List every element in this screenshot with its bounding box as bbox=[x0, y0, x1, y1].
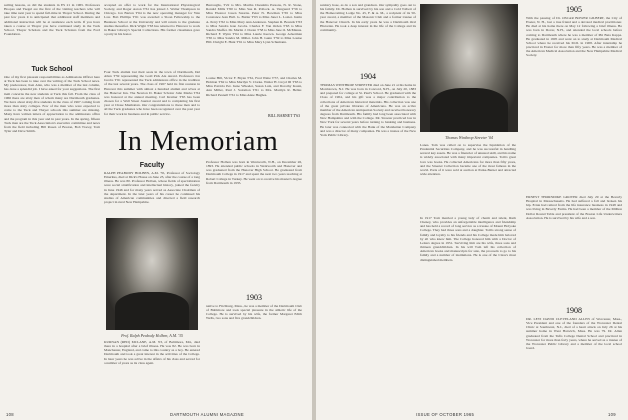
portrait-photo bbox=[420, 4, 518, 132]
section-heading-tuck: Tuck School bbox=[31, 66, 73, 73]
year-heading-1908: 1908 bbox=[566, 306, 582, 315]
right-page bbox=[316, 0, 628, 420]
year-heading-1905: 1905 bbox=[566, 5, 582, 14]
right-column-3 bbox=[526, 3, 622, 406]
article-text: sanitary hose, as do a son and grandson. Our sympathy goes out to his family. Dr. Holben is survived by his son and a Cold Tolbert of the Homecoming Lodge No. 45, F. & A. M., a recipient of its 50-year award, a member of the Masonic Club and a former trustee of the Hanover Church. In his early years he was a Dartmouth Oral Historian. He took a deep interest in the life of the College and its community. bbox=[320, 3, 416, 32]
article-text: Burroughs, T'22 to Mrs. Martha Chessima Parsons, N. R. Stone, Ronald Mills T'60 to Miss Sue R. Pollock. A. Vanguard T'56 to Miss Eleanor Gwen Stearns. Peter N. Bowman T'65 to Miss Constance Jean Hall. G. Butler T'63 to Miss Janet L. Lozier. Justin A. Perry T'62 to Miss Mary Ann Anderson. Stephen R. Bounds T'63 to Miss Sandra Jean Jacobs. Charles F. Van Orden T'63 to Miss Sandra Shaffer. Dr. Martin J. Doran T'58 to Miss Jane O. McManus. Richard F. Wynn T'64 to Miss Laurie Keown. George Ackerman T'65 to Miss Sandra M. Miller. John H. Gunn T'59 to Miss Louise Hill. Dwight E. Hunt T'61 to Miss Mary Lynn Schumann. bbox=[206, 3, 302, 45]
article-text: RALPH PEABODY HOLBEN, A.M. '35, Professor of Sociology Emeritus, died at Dick's House on June 23, after the course of a long illness. He was 80. Professor Holben, whose fields of specialization were social stratification and intellectual history, joined the faculty in June 1946 and for many years served as Associate Chairman of the department. In the later years of his career he continued his studies of American communities and directed a field research project in rural New Hampshire. bbox=[104, 171, 200, 205]
left-column-2 bbox=[104, 3, 200, 131]
article-text: Professor Holben was born in Wentworth, N.H., on December 26, 1893. He attended public schools in Wentworth and Hanover and was graduated from the Hanover High School. He graduated from Dartmouth College in 1917 and spent the next two years teaching at Robert College in Turkey. He went on to receive his master's degree from Dartmouth in 1935. bbox=[206, 160, 302, 185]
page-title: In Memoriam bbox=[118, 126, 279, 157]
issue-date-footer: ISSUE OF OCTOBER 1965 bbox=[416, 412, 475, 417]
left-page bbox=[0, 0, 312, 420]
article-text: THOMAS WINTHROP STREETER died on June 21 at his home in Morristown, N.J. He was born in Concord, N.H., on July 20, 1883 and prepared for college at St. Paul's School. He graduated with the Class of 1904, and his gift was a major contribution to the collections of American historical materials. His collection was one of the great private libraries of Americana. He was an active member of the American Antiquarian Society and received honorary degrees from Dartmouth. His family had long been associated with New Hampshire and with the College. Mr. Streeter practiced law in New York for several years before turning to banking and business. He later was connected with the Bank of the Manhattan Company and was a director of many companies. He was a trustee of the New York Public Library. bbox=[320, 83, 416, 137]
photo-figure bbox=[115, 292, 189, 330]
photo-caption: Prof. Ralph Peabody Holben, A.M. '35 bbox=[121, 333, 183, 338]
article-text: Louise Hill, Victor F. Bryan T'61, Fred Waite T'57, and Charles M. Holman T'62 to Miss Marilyn V. Clarke. Walter H. Lloyd III T'63 to Miss Patricia Pet. Irene Wheeler, Susan Lutz, and Dorothy Kautz, Ann Miller, Paul J. Solomon T'61 to Mrs. Marilyn R. Heller. Richard Pesnell T'61 to Miss Anne Hughes. bbox=[206, 76, 302, 97]
left-column-3 bbox=[206, 3, 302, 126]
year-heading-1904: 1904 bbox=[360, 72, 376, 81]
portrait-photo bbox=[106, 218, 198, 330]
article-text: accepted an offer to work for the International Physiological Society, and Roger Aaron T'61 has joined J. Walter Thompson in Chicago. Jon Barton T'64 is the new operating manager for Yale Law. Bob Phillips T'61 was awarded a Sloan Fellowship to the Business School at the University and will return to the graduate studies thereafter. Dick Wight T'63 has returned to Hanover to work in Baker Library's Special Collections. His former classmates gave a party in his honor. bbox=[104, 3, 200, 37]
article-text: Lanes. Tom was called on to supervise the liquidation of the Prudential Securities Company, and he was successful in handling several key assets. He was a financier of unusual skill, and his name is widely associated with many important companies. Tom's great love was books. He collected Americana for more than fifty years, and the Streeter Collection became one of the most famous in the world. Parts of it were sold at auction at Parke-Bernet and attracted wide attention. bbox=[420, 143, 516, 177]
article-text: DR. LEVI DAVID CLEVELAND ALLEN of Worcester, Mass., Vice President and one of the founders of the Worcester Dental Clinic at Southwest, N.J., died of a heart attack on July 26 at his summer home in West Harwich, Mass. He was 79. Dr. Allen graduated from the Tufts College Dental School and practiced in Worcester for more than forty years, where he served as a trustee of the Worcester Public Library and a member of the local school board. bbox=[526, 317, 622, 351]
left-column-2-lower bbox=[104, 160, 200, 220]
article-text: One of my first pleasant responsibilities as Admissions Officer here at Tuck has been to take over the writing of the Tuck School news. My predecessor, Ken Alan, who was a member of the last column, has done a splendid job. I have asked for your suggestions. The first item concerns the new students at Tuck this fall. From the class of 1966 there are sixty men of whom many are Dartmouth graduates. We have about sixty-five students in the class of 1967 coming from more than sixty colleges. Few of the men who were expected to come to the Tuck and Thayer schools this summer are missing. Many have written letters of appreciation to the admissions office and the program in this year and in past years. In the spring, fifteen Tuck men are the Tuck Association's executive committee and news from the field including Bill Rosen of Boston, Bob Tracey, Tom Tyler and Dave Smith. bbox=[4, 75, 100, 134]
article-text: native to Fitchburg, Mass., he was a member of the Dartmouth Club of Baltimore and took special pleasure in the athletic life of the College. He is survived by his wife, the former Margaret Edith Wells, two sons and five grandchildren. bbox=[206, 304, 302, 321]
magazine-name-footer: DARTMOUTH ALUMNI MAGAZINE bbox=[170, 412, 244, 417]
right-column-1 bbox=[320, 3, 416, 406]
left-column-3-lower bbox=[206, 160, 302, 401]
right-column-2 bbox=[420, 143, 516, 409]
page-number-right: 109 bbox=[608, 412, 616, 417]
left-column-2-bottom bbox=[104, 340, 200, 407]
article-text: sailing lessons, as did the students in ES 21 in 1965. Professors Hoopes and Yaegel are the first of the visiting teachers who will take time next year to spend full-time in Thayer School. During the past few years it is anticipated that additional staff members and additional instruction will be at residence each term. If you have taken a course at Thayer you have continued study in the Tuck School. Thayer Scholars and the Tuck Scholars from the Ford Foundation. bbox=[4, 3, 100, 37]
section-heading-faculty: Faculty bbox=[139, 162, 165, 169]
year-heading-1903: 1903 bbox=[246, 293, 262, 302]
article-text: Four Tuck alumni lost their seats in the town of Dartmouth, Del Allen T'59 representing the Gold Pick Ale Award. Professors Jon Jacobs T'61 represented the Tuck admissions office in the tradition of the last several years. The class of 1967 held its first reunion in Hanover this summer with almost a hundred alumni and wives at the Hanover Inn. The Newton D. Baker Scholar John Marks T'64 was honored at the annual meeting. Carl Kramer T'65 has been chosen for a Wall Street Journal award and is completing his first year at Chase Manhattan. Our congratulations to these men and to all the Tuck graduates who have been recognized over the past year for their work in business and in public service. bbox=[104, 70, 200, 116]
article-text: In 1917 Tom married a young lady of charm and talent, Ruth Cheney, who provides an unforgettable intelligence and friendship and has held a record of long service as a trustee of Mount Holyoke College. They had three sons and a daughter. Tom's strong sense of family and loyalty to his friends and his College made him beloved by all who knew him. The College honored him with a Doctor of Letters degree in 1951. Surviving him are his wife, three sons and thirteen grandchildren. In his will Tom left his collection of American books and manuscripts for sale, the proceeds to go to his family and a number of institutions. He is one of the Class's most distinguished members. bbox=[420, 216, 516, 262]
photo-caption: Thomas Winthrop Streeter '04 bbox=[445, 135, 493, 140]
article-text: ERNEST THORNDIKE GROVER died July 29 at the Beverly Hospital in Massachusetts. He had suffered a fall and broken his hip. Ernie had retired from the life insurance business in 1948 and was living in Beverly Farms. He had been a member of the Million Dollar Round Table and president of the Boston Life Underwriters Association. He is survived by his wife and a son. bbox=[526, 195, 622, 220]
left-column-1 bbox=[4, 3, 100, 418]
article-text: KURNAN (RED) MCLANE, A.M. '03, of Baltimore, Md., died there in a hospital after a brief illness. He was 82. He was born in Manchester, England, and came to this country as a boy. He entered Dartmouth and took a great interest in the activities of the College. In later years he was active in the affairs of his class and served for a number of years as its class agent. bbox=[104, 340, 200, 365]
photo-figure bbox=[430, 88, 508, 132]
signature: BILL BARNET T'63 bbox=[267, 114, 300, 118]
page-number-left: 108 bbox=[6, 412, 14, 417]
article-text: With the passing of Dr. OSCAR BOWER GILBERT, the City of Exeter, N. H., lost a true friend and a devoted medical practitioner. He died at his home there on May 12 following a brief illness. He was born in Dover, N.H., and attended the local schools before coming to Dartmouth where he was a member of Phi Beta Kappa. He graduated in 1905 and went on to study at Dartmouth Medical School where he received his M.D. in 1908. After internship he practiced in Exeter for more than fifty years. He was a member of the American Medical Association and the New Hampshire Medical Society. bbox=[526, 16, 622, 58]
